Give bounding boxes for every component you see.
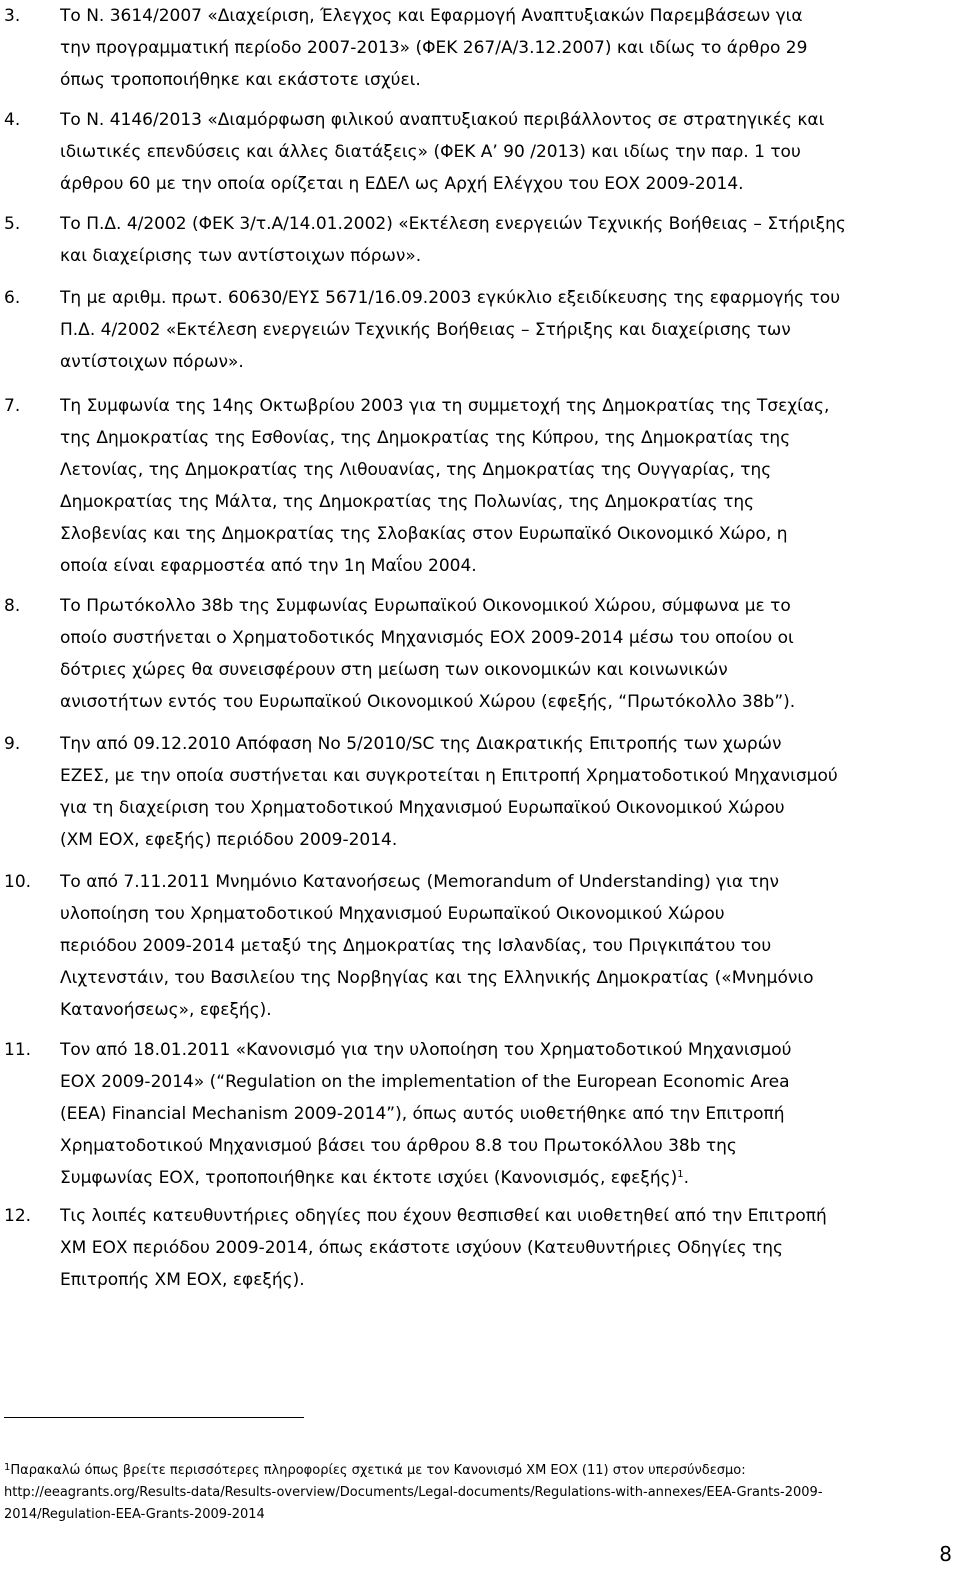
item-number: 10. bbox=[4, 872, 32, 892]
text-line: άρθρου 60 με την οποία ορίζεται η ΕΔΕΛ ως Αρχή Ελέγχου του ΕΟΧ 2009-2014. bbox=[60, 174, 744, 194]
page-number: 8 bbox=[939, 1542, 952, 1566]
footnote bbox=[4, 1460, 956, 1526]
text-line: όπως τροποποιήθηκε και εκάστοτε ισχύει. bbox=[60, 70, 421, 90]
footnote-reference[interactable]: 1 bbox=[677, 1169, 684, 1180]
text-line: Το από 7.11.2011 Μνημόνιο Κατανοήσεως (Memorandum of Understanding) για την bbox=[60, 872, 780, 892]
item-text bbox=[60, 282, 956, 378]
item-number: 4. bbox=[4, 110, 21, 130]
text-line: της Δημοκρατίας της Εσθονίας, της Δημοκρατίας της Κύπρου, της Δημοκρατίας της bbox=[60, 428, 791, 448]
text-line: ΕΟΧ 2009-2014» (“Regulation on the implementation of the European Economic Area bbox=[60, 1072, 790, 1092]
text-line: Τον από 18.01.2011 «Κανονισμό για την υλοποίηση του Χρηματοδοτικού Μηχανισμού bbox=[60, 1040, 792, 1060]
text-line: την προγραμματική περίοδο 2007-2013» (ΦΕΚ 267/Α/3.12.2007) και ιδίως το άρθρο 29 bbox=[60, 38, 808, 58]
item-number: 9. bbox=[4, 734, 21, 754]
item-number: 5. bbox=[4, 214, 21, 234]
text-line: Τη με αριθμ. πρωτ. 60630/ΕΥΣ 5671/16.09.2003 εγκύκλιο εξειδίκευσης της εφαρμογής του bbox=[60, 288, 841, 308]
text-line: Σλοβενίας και της Δημοκρατίας της Σλοβακίας στον Ευρωπαϊκό Οικονομικό Χώρο, η bbox=[60, 524, 788, 544]
text-line: και διαχείρισης των αντίστοιχων πόρων». bbox=[60, 246, 422, 266]
item-text bbox=[60, 590, 956, 718]
text-line: οποία είναι εφαρμοστέα από την 1η Μαΐου 2004. bbox=[60, 556, 477, 576]
text-line: Τις λοιπές κατευθυντήριες οδηγίες που έχουν θεσπισθεί και υιοθετηθεί από την Επιτροπή bbox=[60, 1206, 827, 1226]
item-number: 12. bbox=[4, 1206, 32, 1226]
text-line: Επιτροπής ΧΜ ΕΟΧ, εφεξής). bbox=[60, 1270, 305, 1290]
text-line: ΕΖΕΣ, με την οποία συστήνεται και συγκροτείται η Επιτροπή Χρηματοδοτικού Μηχανισμού bbox=[60, 766, 838, 786]
text-line-content: Συμφωνίας ΕΟΧ, τροποποιήθηκε και έκτοτε ισχύει (Κανονισμός, εφεξής) bbox=[60, 1168, 678, 1188]
text-line: περιόδου 2009-2014 μεταξύ της Δημοκρατίας της Ισλανδίας, του Πριγκιπάτου του bbox=[60, 936, 772, 956]
text-line: Χρηματοδοτικού Μηχανισμού βάσει του άρθρου 8.8 του Πρωτοκόλλου 38b της bbox=[60, 1136, 737, 1156]
text-line: (ΧΜ ΕΟΧ, εφεξής) περιόδου 2009-2014. bbox=[60, 830, 398, 850]
item-number: 6. bbox=[4, 288, 21, 308]
text-line: οποίο συστήνεται ο Χρηματοδοτικός Μηχανισμός ΕΟΧ 2009-2014 μέσω του οποίου οι bbox=[60, 628, 794, 648]
item-text bbox=[60, 1200, 956, 1296]
item-number: 11. bbox=[4, 1040, 32, 1060]
footnote-marker: 1 bbox=[4, 1462, 11, 1473]
item-number: 8. bbox=[4, 596, 21, 616]
footnote-separator bbox=[4, 1417, 304, 1418]
item-text bbox=[60, 208, 956, 272]
item-text bbox=[60, 390, 956, 582]
footnote-link-line[interactable]: 2014/Regulation-EEA-Grants-2009-2014 bbox=[4, 1507, 265, 1522]
text-line: Το Ν. 4146/2013 «Διαμόρφωση φιλικού αναπτυξιακού περιβάλλοντος σε στρατηγικές και bbox=[60, 110, 825, 130]
item-text bbox=[60, 728, 956, 856]
text-line: Π.Δ. 4/2002 «Εκτέλεση ενεργειών Τεχνικής Βοήθειας – Στήριξης και διαχείρισης των bbox=[60, 320, 791, 340]
text-line: Κατανοήσεως», εφεξής). bbox=[60, 1000, 272, 1020]
text-line: υλοποίηση του Χρηματοδοτικού Μηχανισμού Ευρωπαϊκού Οικονομικού Χώρου bbox=[60, 904, 725, 924]
line-suffix: . bbox=[683, 1168, 689, 1188]
text-line: δότριες χώρες θα συνεισφέρουν στη μείωση των οικονομικών και κοινωνικών bbox=[60, 660, 728, 680]
item-text bbox=[60, 1034, 956, 1194]
item-text bbox=[60, 866, 956, 1026]
footnote-line bbox=[4, 1460, 956, 1482]
item-number: 7. bbox=[4, 396, 21, 416]
text-line: Το Π.Δ. 4/2002 (ΦΕΚ 3/τ.Α/14.01.2002) «Εκτέλεση ενεργειών Τεχνικής Βοήθειας – Στήριξης bbox=[60, 214, 846, 234]
text-line: Το Ν. 3614/2007 «Διαχείριση, Έλεγχος και Εφαρμογή Αναπτυξιακών Παρεμβάσεων για bbox=[60, 6, 803, 26]
item-number: 3. bbox=[4, 6, 21, 26]
text-line-last bbox=[60, 1162, 956, 1194]
text-line: Την από 09.12.2010 Απόφαση Νο 5/2010/SC της Διακρατικής Επιτροπής των χωρών bbox=[60, 734, 782, 754]
text-line: (EEA) Financial Mechanism 2009-2014”), όπως αυτός υιοθετήθηκε από την Επιτροπή bbox=[60, 1104, 785, 1124]
text-line: ΧΜ ΕΟΧ περιόδου 2009-2014, όπως εκάστοτε ισχύουν (Κατευθυντήριες Οδηγίες της bbox=[60, 1238, 784, 1258]
text-line: Τη Συμφωνία της 14ης Οκτωβρίου 2003 για τη συμμετοχή της Δημοκρατίας της Τσεχίας, bbox=[60, 396, 830, 416]
text-line: αντίστοιχων πόρων». bbox=[60, 352, 244, 372]
footnote-text: Παρακαλώ όπως βρείτε περισσότερες πληροφορίες σχετικά με τον Κανονισμό ΧΜ ΕΟΧ (11) στον υπερσύνδεσμο: bbox=[10, 1463, 746, 1478]
text-line: για τη διαχείριση του Χρηματοδοτικού Μηχανισμού Ευρωπαϊκού Οικονομικού Χώρου bbox=[60, 798, 785, 818]
item-text bbox=[60, 104, 956, 200]
text-line: ανισοτήτων εντός του Ευρωπαϊκού Οικονομικού Χώρου (εφεξής, “Πρωτόκολλο 38b”). bbox=[60, 692, 796, 712]
text-line: ιδιωτικές επενδύσεις και άλλες διατάξεις» (ΦΕΚ Α’ 90 /2013) και ιδίως την παρ. 1 του bbox=[60, 142, 801, 162]
item-text bbox=[60, 0, 956, 96]
text-line: Δημοκρατίας της Μάλτα, της Δημοκρατίας της Πολωνίας, της Δημοκρατίας της bbox=[60, 492, 755, 512]
text-line: Το Πρωτόκολλο 38b της Συμφωνίας Ευρωπαϊκού Οικονομικού Χώρου, σύμφωνα με το bbox=[60, 596, 791, 616]
footnote-link-line[interactable]: http://eeagrants.org/Results-data/Results-overview/Documents/Legal-documents/Regulations-with-annexes/EEA-Grants-2009- bbox=[4, 1485, 823, 1500]
text-line: Λιχτενστάιν, του Βασιλείου της Νορβηγίας και της Ελληνικής Δημοκρατίας («Μνημόνιο bbox=[60, 968, 814, 988]
text-line: Λετονίας, της Δημοκρατίας της Λιθουανίας, της Δημοκρατίας της Ουγγαρίας, της bbox=[60, 460, 772, 480]
